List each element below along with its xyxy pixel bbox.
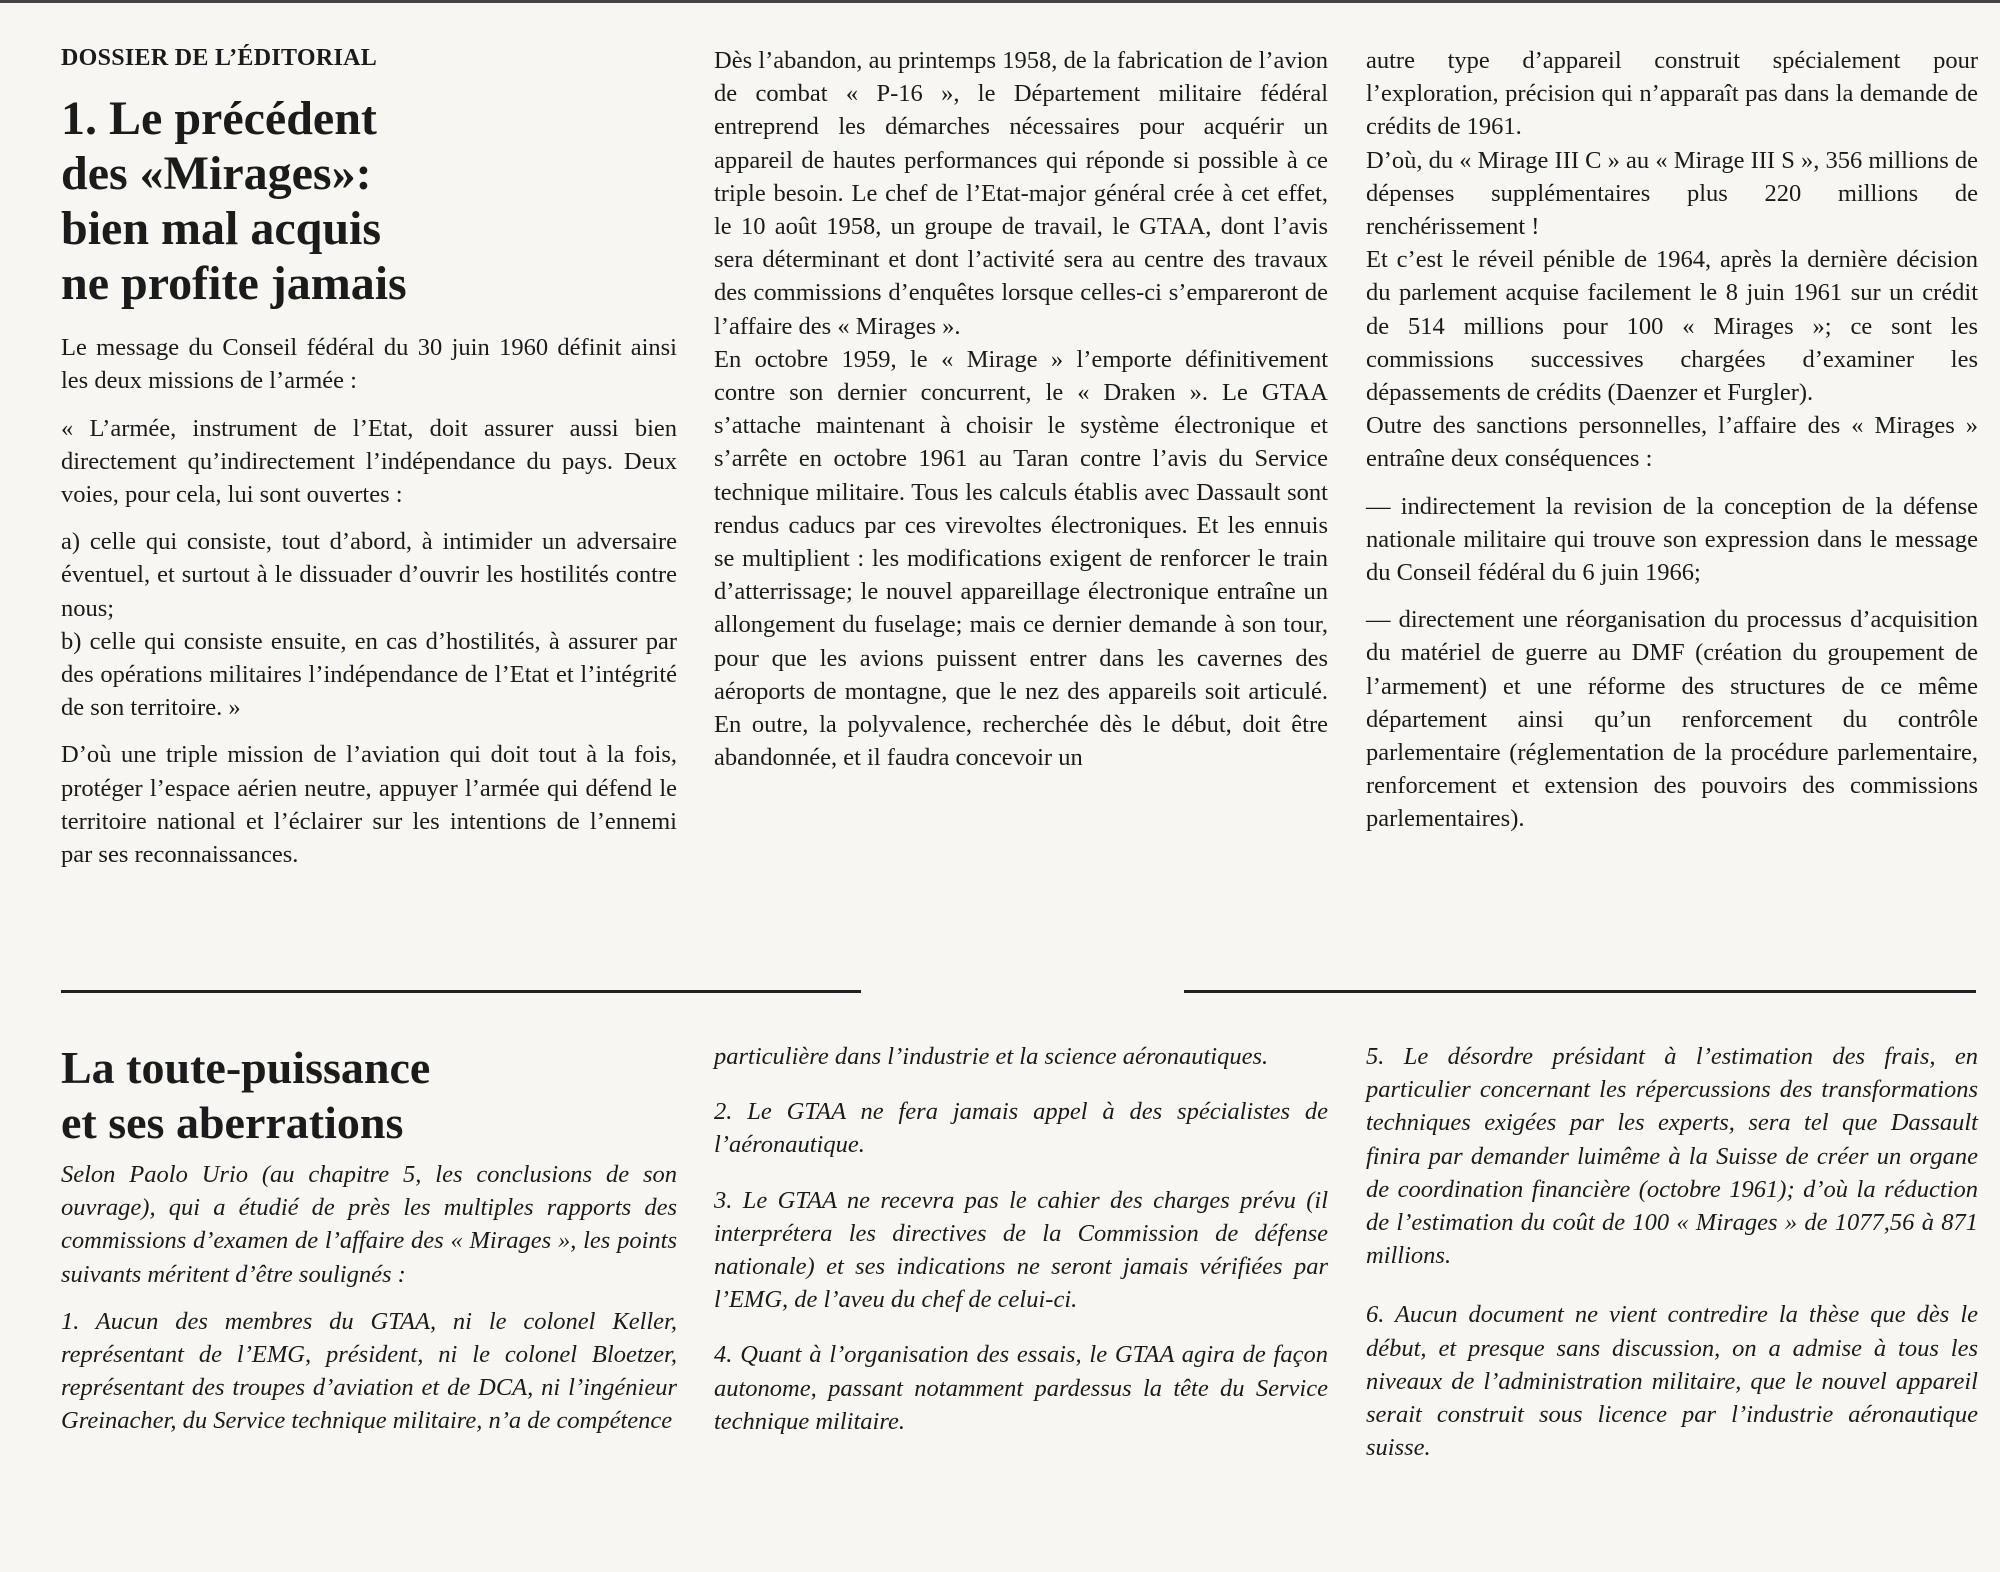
paragraph: D’où une triple mission de l’aviation qui doit tout à la fois, protéger l’espace aérien neutre, appuyer l’armée qui défend le territoire national et l’éclairer sur les intentions de l’ennemi par ses reconnaissances. <box>61 741 677 869</box>
list-item: 3. Le GTAA ne recevra pas le cahier des charges prévu (il interprétera les directives de la Commission de défense nationale) et ses indications ne seront jamais vérifiées par l’EMG, de l’aveu du chef de celui-ci. <box>714 1186 1328 1314</box>
section-kicker: DOSSIER DE L’ÉDITORIAL <box>61 45 378 71</box>
paragraph: Et c’est le réveil pénible de 1964, après la dernière décision du parlement acquise facilement le 8 juin 1961 sur un crédit de 514 millions pour 100 « Mirages »; ce sont les commissions successives chargées d’examiner les dépassements de crédits (Daenzer et Furgler). <box>1366 246 1978 407</box>
list-item: 6. Aucun document ne vient contredire la thèse que dès le début, et presque sans discussion, on a admise à tous les niveaux de l’administration militaire, que le nouvel appareil serait construit sous licence par l’industrie aéronautique suisse. <box>1366 1301 1978 1462</box>
divider-left <box>61 990 861 993</box>
article-headline: 1. Le précédent des «Mirages»: bien mal acquis ne profite jamais <box>61 92 407 311</box>
article-headline-2: La toute-puissance et ses aberrations <box>61 1042 431 1148</box>
top-border <box>0 0 2000 3</box>
list-item: 1. Aucun des membres du GTAA, ni le colonel Keller, représentant de l’EMG, président, ni le colonel Bloetzer, représentant des troupes d’aviation et de DCA, ni l’ingénieur Greinacher, du Service technique militaire, n’a de compétence <box>61 1307 677 1435</box>
paragraph: b) celle qui consiste ensuite, en cas d’hostilités, à assurer par des opérations militaires l’indépendance de l’Etat et l’intégrité de son territoire. » <box>61 627 677 722</box>
paragraph: Dès l’abandon, au printemps 1958, de la fabrication de l’avion de combat « P-16 », le Département militaire fédéral entreprend les démarches nécessaires pour acquérir un appareil de hautes performances qui réponde si possible à ce triple besoin. Le chef de l’Etat-major général crée à cet effet, le 10 août 1958, un groupe de travail, le GTAA, dont l’avis sera déterminant et dont l’activité sera au centre des travaux des commissions d’enquêtes lorsque celles-ci s’empareront de l’affaire des « Mirages ». <box>714 47 1328 340</box>
list-item: 5. Le désordre présidant à l’estimation des frais, en particulier concernant les répercussions des transformations techniques exigées par les experts, sera tel que Dassault finira par demander luimême à la Suisse de créer un organe de coordination financière (octobre 1961); d’où la réduction de l’estimation du coût de 100 « Mirages » de 1077,56 à 871 millions. <box>1366 1043 1978 1270</box>
top-column-2 <box>714 44 1328 774</box>
divider-right <box>1184 990 1976 993</box>
top-column-3 <box>1366 44 1978 836</box>
list-item: 2. Le GTAA ne fera jamais appel à des spécialistes de l’aéronautique. <box>714 1098 1328 1159</box>
list-item: — indirectement la revision de la conception de la défense nationale militaire qui trouve son expression dans le message du Conseil fédéral du 6 juin 1966; <box>1366 492 1978 587</box>
paragraph: a) celle qui consiste, tout d’abord, à intimider un adversaire éventuel, et surtout à le dissuader d’ouvrir les hostilités contre nous; <box>61 528 677 622</box>
bottom-column-2 <box>714 1040 1328 1438</box>
paragraph: particulière dans l’industrie et la science aéronautiques. <box>714 1043 1269 1070</box>
bottom-column-1 <box>61 1040 677 1438</box>
paragraph: En octobre 1959, le « Mirage » l’emporte définitivement contre son dernier concurrent, le « Draken ». Le GTAA s’attache maintenant à choisir le système électronique et s’arrête en octobre 1961 au Taran contre l’avis du Service technique militaire. Tous les calculs établis avec Dassault sont rendus caducs par ces virevoltes électroniques. Et les ennuis se multiplient : les modifications exigent de renforcer le train d’atterrissage; le nouvel appareillage électronique entraîne un allongement du fuselage; mais ce dernier demande à son tour, pour que les avions puissent entrer dans les cavernes des aéroports de montagne, que le nez des appareils soit articulé. En outre, la polyvalence, recherchée dès le début, doit être abandonnée, et il faudra concevoir un <box>714 345 1328 772</box>
list-item: 4. Quant à l’organisation des essais, le GTAA agira de façon autonome, passant notamment pardessus la tête du Service technique militaire. <box>714 1341 1328 1435</box>
bottom-column-3 <box>1366 1040 1978 1464</box>
paragraph: autre type d’appareil construit spécialement pour l’exploration, précision qui n’apparaît pas dans la demande de crédits de 1961. <box>1366 47 1978 141</box>
paragraph: « L’armée, instrument de l’Etat, doit assurer aussi bien directement qu’indirectement l’indépendance du pays. Deux voies, pour cela, lui sont ouvertes : <box>61 414 677 509</box>
paragraph: D’où, du « Mirage III C » au « Mirage III S », 356 millions de dépenses supplémentaires plus 220 millions de renchérissement ! <box>1366 146 1978 241</box>
paragraph: Selon Paolo Urio (au chapitre 5, les conclusions de son ouvrage), qui a étudié de près les multiples rapports des commissions d’examen de l’affaire des « Mirages », les points suivants méritent d’être soulignés : <box>61 1161 677 1288</box>
top-column-1 <box>61 42 677 871</box>
list-item: — directement une réorganisation du processus d’acquisition du matériel de guerre au DMF (création du groupement de l’armement) et une réforme des structures de ce même département ainsi qu’un renforcement du contrôle parlementaire (réglementation de la procédure parlementaire, renforcement et extension des pouvoirs des commissions parlementaires). <box>1366 606 1978 833</box>
paragraph: Le message du Conseil fédéral du 30 juin 1960 définit ainsi les deux missions de l’armée : <box>61 334 677 395</box>
paragraph: Outre des sanctions personnelles, l’affaire des « Mirages » entraîne deux conséquences : <box>1366 412 1978 473</box>
